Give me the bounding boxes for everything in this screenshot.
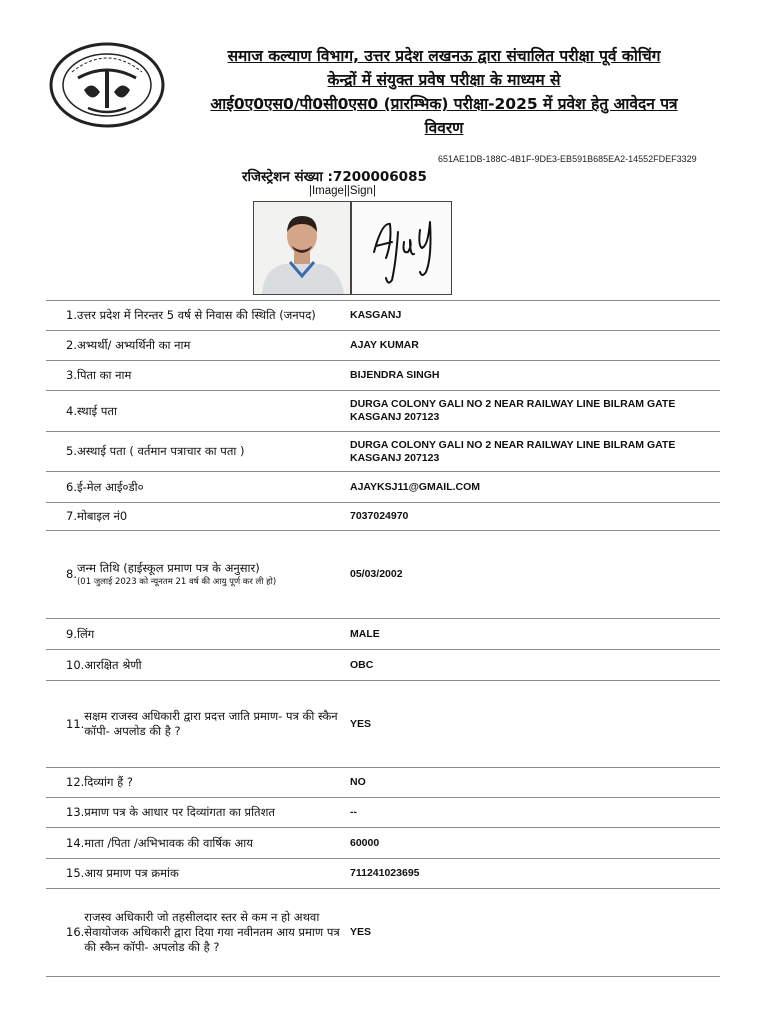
row-label: 14. माता /पिता /अभिभावक की वार्षिक आय	[66, 835, 253, 850]
table-row	[46, 827, 720, 858]
title-line-3: आई0ए0एस0/पी0सी0एस0 (प्रारम्भिक) परीक्षा-2025 में प्रवेश हेतु आवेदन पत्र	[210, 95, 678, 113]
registration-number	[242, 167, 427, 185]
registration-label: रजिस्ट्रेशन संख्या :	[242, 169, 333, 185]
table-row	[46, 680, 720, 767]
row-value: AJAY KUMAR	[350, 339, 419, 351]
row-label: 10. आरक्षित श्रेणी	[66, 657, 142, 672]
applicant-details-table	[46, 300, 720, 977]
row-label: 5. अस्थाई पता ( वर्तमान पत्राचार का पता )	[66, 444, 245, 458]
title-line-4: विवरण	[424, 119, 464, 137]
applicant-signature	[351, 201, 452, 295]
table-row	[46, 300, 720, 330]
table-row	[46, 330, 720, 360]
document-header	[0, 0, 768, 150]
title-line-2: केन्द्रों में संयुक्त प्रवेष परीक्षा के माध्यम से	[327, 71, 561, 89]
title-line-1: समाज कल्याण विभाग, उत्तर प्रदेश लखनऊ द्वारा संचालित परीक्षा पूर्व कोचिंग	[227, 47, 661, 65]
table-row	[46, 797, 720, 827]
row-label: 15. आय प्रमाण पत्र क्रमांक	[66, 866, 179, 880]
document-id: 651AE1DB-188C-4B1F-9DE3-EB591B685EA2-14552FDEF3329	[438, 154, 697, 164]
up-government-emblem	[48, 42, 166, 128]
row-label: 12. दिव्यांग हैं ?	[66, 775, 133, 789]
table-row	[46, 471, 720, 502]
table-row	[46, 618, 720, 649]
row-value: KASGANJ	[350, 309, 402, 321]
row-label: 1. उत्तर प्रदेश में निरन्तर 5 वर्ष से निवास की स्थिति (जनपद)	[66, 308, 316, 322]
row-value: 60000	[350, 836, 380, 849]
row-value: BIJENDRA SINGH	[350, 369, 440, 381]
row-value: 05/03/2002	[350, 568, 403, 580]
registration-value: 7200006085	[332, 169, 427, 185]
table-row	[46, 888, 720, 977]
table-row	[46, 360, 720, 390]
table-row	[46, 858, 720, 888]
row-value: DURGA COLONY GALI NO 2 NEAR RAILWAY LINE BILRAM GATE KASGANJ 207123	[350, 398, 676, 423]
row-value: AJAYKSJ11@GMAIL.COM	[350, 480, 481, 493]
row-label: 3. पिता का नाम	[66, 368, 132, 382]
row-value: NO	[350, 776, 366, 788]
row-value: DURGA COLONY GALI NO 2 NEAR RAILWAY LINE BILRAM GATE KASGANJ 207123	[350, 438, 676, 464]
row-label: 6. ई-मेल आई०डी०	[66, 479, 144, 494]
row-label: 16. राजस्व अधिकारी जो तहसीलदार स्तर से कम न हो अथवा सेवायोजक अधिकारी द्वारा दिया गया नवीनतम आय प्रमाण पत्र की स्कैन कॉपी- अपलोड की है ?	[66, 910, 340, 954]
row-label: 13. प्रमाण पत्र के आधार पर दिव्यांगता का प्रतिशत	[66, 805, 275, 819]
row-value: 7037024970	[350, 510, 409, 522]
row-label: 9. लिंग	[66, 626, 95, 641]
row-value: YES	[350, 926, 372, 938]
table-row	[46, 431, 720, 471]
applicant-photo	[253, 201, 351, 295]
table-row	[46, 502, 720, 530]
row-label: 2. अभ्यर्थी/ अभ्यर्थिनी का नाम	[66, 338, 191, 352]
table-row	[46, 649, 720, 680]
row-value: --	[350, 806, 357, 818]
table-row	[46, 390, 720, 431]
table-row	[46, 530, 720, 618]
document-title	[172, 44, 716, 140]
row-value: MALE	[350, 627, 380, 640]
row-label: 4. स्थाई पता	[66, 403, 117, 418]
row-label: 8. जन्म तिथि (हाईस्कूल प्रमाण पत्र के अनुसार) (01 जुलाई 2023 को न्यूनतम 21 वर्ष की आयु पूर्ण कर ली हो)	[66, 561, 277, 587]
table-row	[46, 767, 720, 797]
image-sign-label: |Image||Sign|	[309, 185, 376, 197]
row-label: 7. मोबाइल नं0	[66, 509, 128, 523]
row-value: YES	[350, 717, 372, 730]
row-label: 11. सक्षम राजस्व अधिकारी द्वारा प्रदत्त जाति प्रमाण- पत्र की स्कैन कॉपी- अपलोड की है ?	[66, 709, 338, 738]
row-value: 711241023695	[350, 867, 420, 879]
row-value: OBC	[350, 658, 374, 671]
